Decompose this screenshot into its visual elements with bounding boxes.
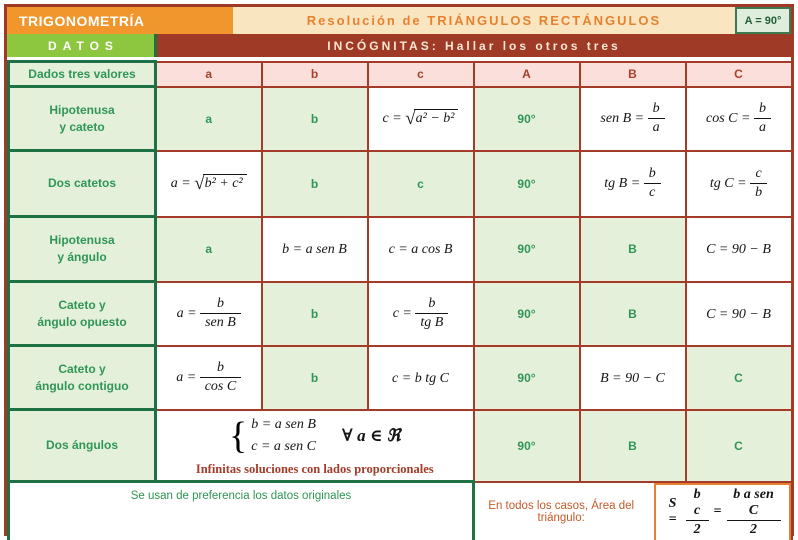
formula: a = $\frac{b}{\text{sen B}}$ [177, 306, 241, 321]
given-value-cell: B [580, 282, 686, 346]
column-header-C: C [686, 62, 792, 87]
formula: c = b tg C [392, 370, 449, 386]
numerator: b c [686, 487, 709, 521]
fraction [727, 487, 781, 538]
formula: b = a sen B [282, 242, 347, 257]
formula-cell [156, 282, 262, 346]
numerator: c [750, 166, 767, 184]
formula-cell [368, 346, 474, 410]
denominator: 2 [693, 521, 701, 537]
formula: tg C = $\frac{c}{b}$ [710, 176, 767, 191]
table-header-row [9, 62, 792, 87]
datos-header: DATOS [7, 34, 157, 57]
numerator: b [644, 166, 661, 184]
system-note: Infinitas soluciones con lados proporcionales [195, 461, 434, 476]
formula: sen B = $\frac{b}{a}$ [600, 111, 664, 126]
radical-sign: √ [194, 173, 205, 194]
fraction [648, 101, 665, 136]
radical-sign: √ [405, 108, 416, 129]
system-cell [156, 410, 474, 482]
given-value-cell: B [580, 410, 686, 482]
numerator: b a sen C [727, 487, 781, 521]
brace-symbol: { [229, 415, 248, 458]
given-value-cell: a [156, 87, 262, 151]
quantifier: ∀ a ∈ ℜ [341, 426, 401, 446]
formula-cell [686, 151, 792, 217]
equals-sign: = [713, 504, 722, 520]
area-formula-box [654, 483, 790, 540]
formula: tg B = $\frac{b}{c}$ [604, 176, 660, 191]
formula: c = $\frac{b}{\text{tg B}}$ [393, 306, 449, 321]
area-lhs: S = [668, 496, 677, 528]
row-label: Hipotenusa y ángulo [9, 217, 156, 282]
section-bar [7, 34, 791, 57]
formula: C = 90 − B [706, 306, 771, 322]
formula: c = √a² − b² [383, 111, 459, 126]
given-value-cell: B [580, 217, 686, 282]
formula-cell [262, 217, 368, 282]
radicand: b² + c² [203, 174, 247, 191]
numerator: b [754, 101, 771, 119]
footer-right-content [475, 483, 791, 540]
formula-cell [686, 87, 792, 151]
given-value-cell: b [262, 87, 368, 151]
fraction [686, 487, 709, 538]
angle-badge: A = 90° [735, 7, 791, 34]
column-header-a: a [156, 62, 262, 87]
given-value-cell: b [262, 282, 368, 346]
trig-table [7, 60, 793, 540]
denominator: b [755, 185, 763, 200]
given-value-cell: 90° [474, 346, 580, 410]
column-header-c: c [368, 62, 474, 87]
incognitas-header: INCÓGNITAS: Hallar los otros tres [157, 34, 791, 57]
formula-cell [368, 282, 474, 346]
page-subtitle: Resolución de TRIÁNGULOS RECTÁNGULOS [233, 7, 735, 34]
row-label: Dos catetos [9, 151, 156, 217]
table-row [9, 151, 792, 217]
radicand: a² − b² [414, 109, 459, 126]
column-header-datos: Dados tres valores [9, 62, 156, 87]
given-value-cell: b [262, 151, 368, 217]
table-row [9, 87, 792, 151]
formula: b = a sen B [251, 416, 316, 432]
given-value-cell: a [156, 217, 262, 282]
denominator: a [652, 120, 660, 135]
row-label: Dos ángulos [9, 410, 156, 482]
formula-cell [686, 282, 792, 346]
denominator: sen B [205, 315, 236, 330]
given-value-cell: C [686, 410, 792, 482]
app-title: TRIGONOMETRÍA [7, 7, 233, 34]
formula-cell [580, 346, 686, 410]
column-header-A: A [474, 62, 580, 87]
row-label: Cateto y ángulo opuesto [9, 282, 156, 346]
denominator: 2 [750, 521, 758, 537]
formula: C = 90 − B [706, 242, 771, 257]
formula-cell [686, 217, 792, 282]
area-label: En todos los casos, Área del triángulo: [488, 500, 635, 525]
table-row [9, 410, 792, 482]
formula-cell [580, 87, 686, 151]
formula-cell [156, 346, 262, 410]
fraction [644, 166, 661, 201]
given-value-cell: b [262, 346, 368, 410]
table-row [9, 346, 792, 410]
row-label: Hipotenusa y cateto [9, 87, 156, 151]
formula: a = √b² + c² [171, 176, 247, 191]
top-bar [7, 7, 791, 34]
given-value-cell: c [368, 151, 474, 217]
formula: a = $\frac{b}{\text{cos C}}$ [176, 370, 241, 385]
footer-note-right [474, 482, 792, 540]
column-header-b: b [262, 62, 368, 87]
given-value-cell: 90° [474, 410, 580, 482]
denominator: cos C [204, 379, 237, 394]
formula-cell [368, 87, 474, 151]
fraction [200, 360, 242, 395]
denominator: a [758, 120, 766, 135]
fraction [415, 296, 448, 331]
table-row [9, 217, 792, 282]
given-value-cell: 90° [474, 151, 580, 217]
footer-row [9, 482, 792, 540]
given-value-cell: 90° [474, 217, 580, 282]
formula-cell [368, 217, 474, 282]
formula: c = a sen C [251, 439, 316, 455]
row-label: Cateto y ángulo contiguo [9, 346, 156, 410]
formula-cell [156, 151, 262, 217]
given-value-cell: 90° [474, 282, 580, 346]
equation-system [157, 414, 473, 459]
formula: c = a cos B [388, 242, 453, 257]
numerator: b [415, 296, 448, 314]
table-row [9, 282, 792, 346]
formula: B = 90 − C [600, 370, 665, 386]
numerator: b [648, 101, 665, 119]
denominator: tg B [420, 315, 444, 330]
formula-cell [580, 151, 686, 217]
denominator: c [649, 185, 656, 200]
fraction [750, 166, 767, 201]
numerator: b [200, 296, 241, 314]
fraction [754, 101, 771, 136]
numerator: b [200, 360, 242, 378]
fraction [200, 296, 241, 331]
footer-note-left: Se usan de preferencia los datos originales [9, 482, 474, 540]
given-value-cell: C [686, 346, 792, 410]
given-value-cell: 90° [474, 87, 580, 151]
outer-frame [4, 4, 794, 536]
column-header-B: B [580, 62, 686, 87]
system-lines [251, 414, 316, 459]
formula: cos C = $\frac{b}{a}$ [706, 111, 771, 126]
